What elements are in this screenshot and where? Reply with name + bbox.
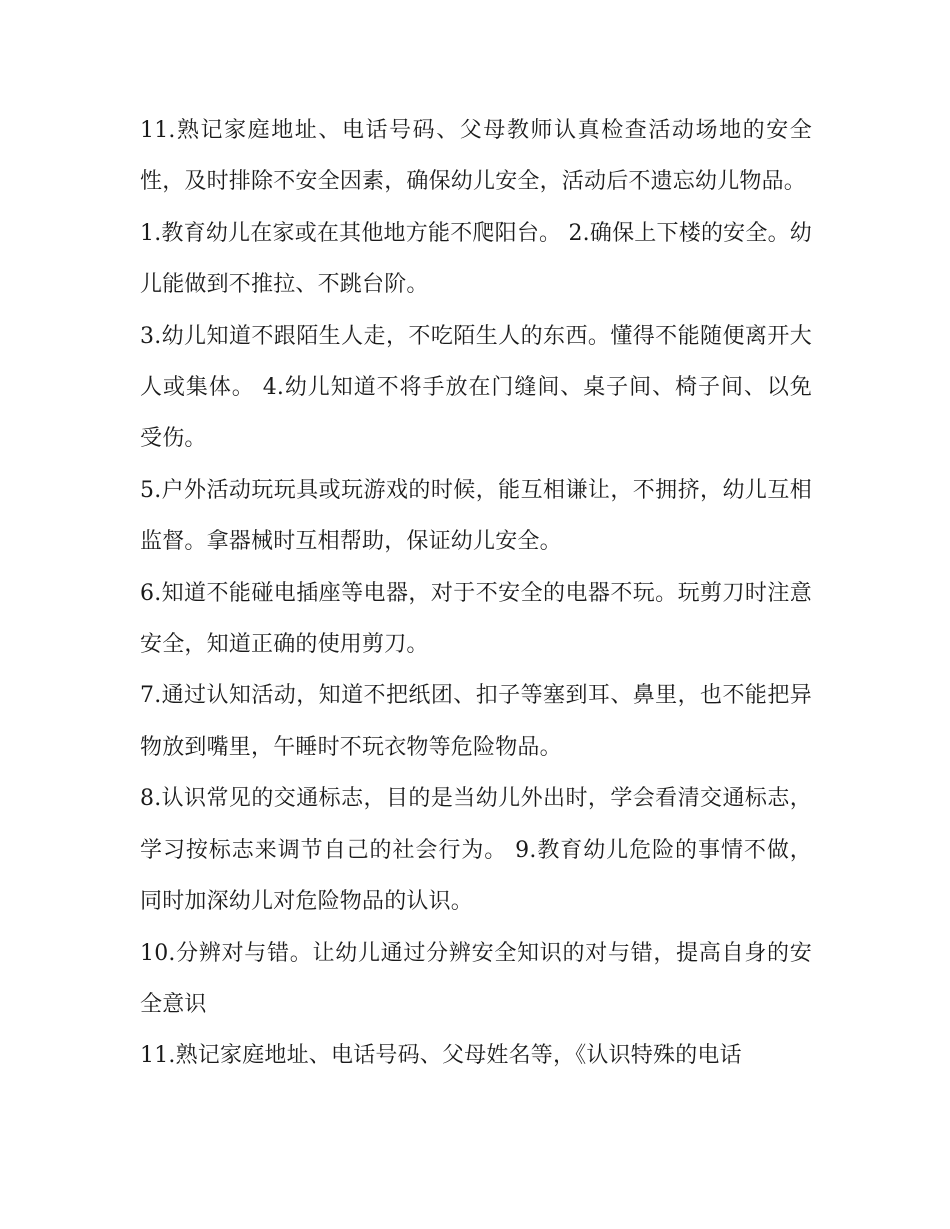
paragraph-item-10-right-wrong: 10.分辨对与错。让幼儿通过分辨安全知识的对与错，提高自身的安全意识: [140, 940, 812, 1017]
paragraph-item-7-foreign-objects: 7.通过认知活动，知道不把纸团、扣子等塞到耳、鼻里，也不能把异物放到嘴里，午睡时不玩衣物等危险物品。: [140, 683, 812, 760]
paragraph-item-11-safety-check: 11.熟记家庭地址、电话号码、父母教师认真检查活动场地的安全性，及时排除不安全因素，确保幼儿安全，活动后不遗忘幼儿物品。: [140, 118, 812, 195]
document-body: [140, 105, 812, 1082]
paragraph-item-3-4-strangers-doors: 3.幼儿知道不跟陌生人走，不吃陌生人的东西。懂得不能随便离开大人或集体。 4.幼儿知道不将手放在门缝间、桌子间、椅子间、以免受伤。: [140, 323, 812, 452]
paragraph-item-8-9-traffic-danger: 8.认识常见的交通标志，目的是当幼儿外出时，学会看清交通标志，学习按标志来调节自己的社会行为。 9.教育幼儿危险的事情不做，同时加深幼儿对危险物品的认识。: [140, 786, 812, 915]
paragraph-item-1-2-balcony-stairs: 1.教育幼儿在家或在其他地方能不爬阳台。 2.确保上下楼的安全。幼儿能做到不推拉、不跳台阶。: [140, 220, 812, 298]
paragraph-item-6-electrical-scissors: 6.知道不能碰电插座等电器，对于不安全的电器不玩。玩剪刀时注意安全，知道正确的使用剪刀。: [140, 580, 812, 658]
paragraph-item-11-home-address: 11.熟记家庭地址、电话号码、父母姓名等，《认识特殊的电话: [140, 1043, 742, 1069]
paragraph-item-5-outdoor-play: 5.户外活动玩玩具或玩游戏的时候，能互相谦让，不拥挤，幼儿互相监督。拿器械时互相帮助，保证幼儿安全。: [140, 477, 812, 555]
